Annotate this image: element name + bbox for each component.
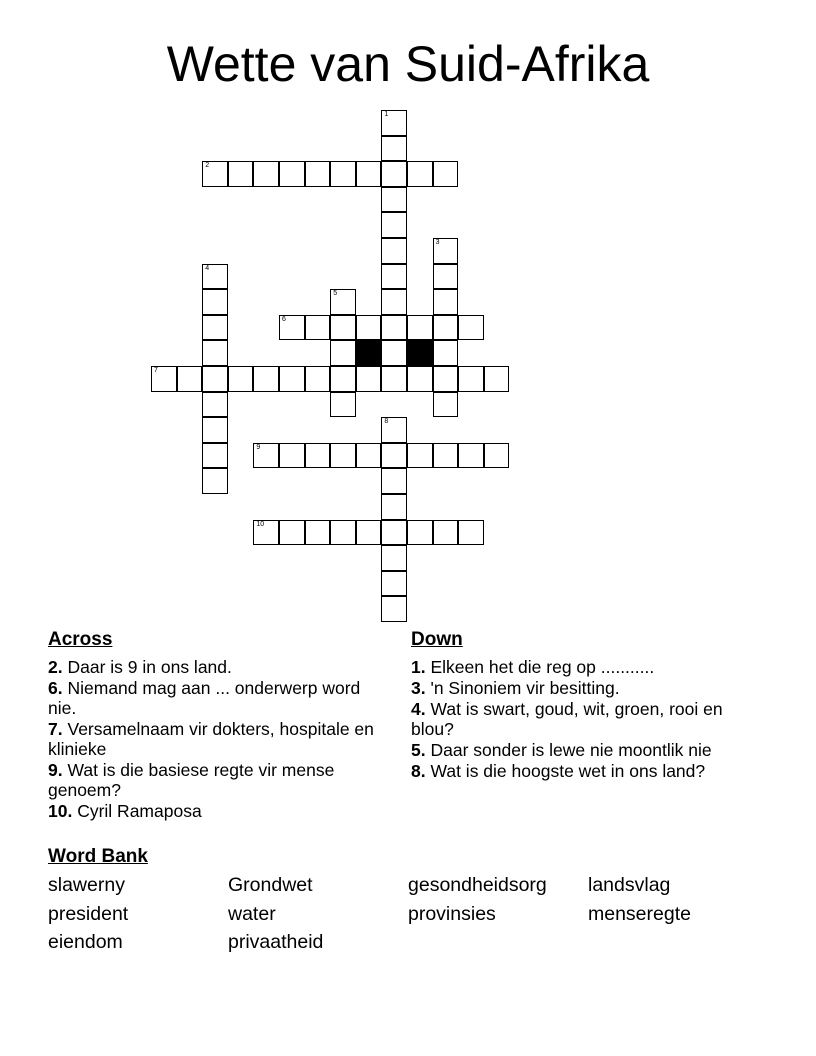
crossword-cell[interactable]: [381, 443, 407, 469]
clue-text: Daar sonder is lewe nie moontlik nie: [430, 740, 712, 760]
word-bank-item: provinsies: [408, 903, 496, 925]
crossword-cell[interactable]: [381, 417, 407, 443]
crossword-cell[interactable]: [433, 340, 459, 366]
down-heading: Down: [411, 629, 463, 650]
word-bank-item: menseregte: [588, 903, 691, 925]
clue-number: 7.: [48, 719, 63, 739]
crossword-cell[interactable]: [305, 443, 331, 469]
clue-text: Daar is 9 in ons land.: [67, 657, 232, 677]
crossword-cell[interactable]: [356, 443, 382, 469]
across-list: [48, 657, 378, 821]
crossword-cell[interactable]: [279, 443, 305, 469]
crossword-cell[interactable]: [433, 161, 459, 187]
crossword-cell[interactable]: [253, 443, 279, 469]
crossword-cell[interactable]: [381, 110, 407, 136]
word-bank-item: privaatheid: [228, 931, 324, 953]
clue-item: [411, 699, 751, 739]
crossword-cell[interactable]: [381, 289, 407, 315]
crossword-cell[interactable]: [381, 238, 407, 264]
crossword-cell[interactable]: [433, 264, 459, 290]
word-bank-item: gesondheidsorg: [408, 874, 547, 896]
crossword-cell[interactable]: [202, 161, 228, 187]
crossword-cell[interactable]: [202, 366, 228, 392]
crossword-cell[interactable]: [433, 443, 459, 469]
clue-number: 4.: [411, 699, 426, 719]
clue-item: [411, 761, 751, 781]
crossword-cell[interactable]: [253, 366, 279, 392]
crossword-cell[interactable]: [458, 520, 484, 546]
crossword-cell[interactable]: [253, 161, 279, 187]
crossword-cell[interactable]: [407, 161, 433, 187]
crossword-cell[interactable]: [381, 520, 407, 546]
crossword-cell[interactable]: [407, 520, 433, 546]
black-square: [356, 340, 382, 366]
crossword-cell[interactable]: [381, 187, 407, 213]
crossword-cell[interactable]: [381, 315, 407, 341]
clue-item: [411, 678, 751, 698]
crossword-cell[interactable]: [381, 494, 407, 520]
crossword-cell[interactable]: [433, 289, 459, 315]
cell-number: 6: [282, 315, 286, 323]
clue-text: Wat is swart, goud, wit, groen, rooi en blou?: [411, 699, 723, 739]
cell-number: 4: [205, 264, 210, 272]
clue-text: Versamelnaam vir dokters, hospitale en klinieke: [48, 719, 374, 759]
clue-text: Niemand mag aan ... onderwerp word nie.: [48, 678, 361, 718]
across-heading: Across: [48, 629, 113, 650]
crossword-cell[interactable]: [407, 315, 433, 341]
word-bank-item: eiendom: [48, 931, 123, 953]
crossword-cell[interactable]: [381, 571, 407, 597]
down-list: [411, 657, 751, 781]
clue-number: 3.: [411, 678, 426, 698]
down-clues: [411, 629, 751, 782]
crossword-cell[interactable]: [202, 443, 228, 469]
cell-number: 3: [435, 239, 440, 246]
word-bank-item: president: [48, 903, 129, 925]
crossword-cell[interactable]: [202, 315, 228, 341]
clue-item: [48, 801, 378, 821]
clue-item: [411, 740, 751, 760]
crossword-cell[interactable]: [202, 289, 228, 315]
cell-number: 5: [333, 290, 338, 298]
crossword-cell[interactable]: [484, 443, 510, 469]
clue-text: Cyril Ramaposa: [77, 801, 202, 821]
crossword-cell[interactable]: [202, 417, 228, 443]
crossword-cell[interactable]: [202, 264, 228, 290]
cell-number: 10: [256, 520, 265, 528]
clue-item: [48, 719, 378, 759]
crossword-cell[interactable]: [279, 520, 305, 546]
crossword-cell[interactable]: [330, 366, 356, 392]
word-bank-item: water: [228, 903, 276, 925]
clue-item: [48, 678, 378, 718]
clue-number: 1.: [411, 657, 426, 677]
crossword-cell[interactable]: [279, 366, 305, 392]
crossword-cell[interactable]: [433, 520, 459, 546]
clue-number: 6.: [48, 678, 63, 698]
clue-number: 9.: [48, 760, 63, 780]
crossword-cell[interactable]: [433, 315, 459, 341]
crossword-cell[interactable]: [202, 340, 228, 366]
crossword-cell[interactable]: [330, 520, 356, 546]
crossword-cell[interactable]: [330, 340, 356, 366]
crossword-cell[interactable]: [381, 136, 407, 162]
cell-number: 8: [384, 418, 389, 426]
clue-text: Elkeen het die reg op ...........: [430, 657, 655, 677]
crossword-cell[interactable]: [407, 366, 433, 392]
clue-text: Wat is die basiese regte vir mense genoem?: [48, 760, 335, 800]
crossword-cell[interactable]: [381, 161, 407, 187]
black-square: [407, 340, 433, 366]
crossword-cell[interactable]: [330, 161, 356, 187]
word-bank-item: Grondwet: [228, 874, 313, 896]
crossword-cell[interactable]: [356, 366, 382, 392]
crossword-cell[interactable]: [253, 520, 279, 546]
crossword-cell[interactable]: [228, 161, 254, 187]
crossword-cell[interactable]: [330, 443, 356, 469]
crossword-cell[interactable]: [151, 366, 177, 392]
clue-item: [48, 657, 378, 677]
clue-item: [411, 657, 751, 677]
crossword-cell[interactable]: [381, 468, 407, 494]
word-bank: [48, 873, 768, 963]
crossword-cell[interactable]: [202, 468, 228, 494]
cell-number: 2: [205, 162, 210, 170]
clue-text: 'n Sinoniem vir besitting.: [430, 678, 620, 698]
across-clues: [48, 629, 378, 822]
crossword-cell[interactable]: [407, 443, 433, 469]
crossword-cell[interactable]: [330, 392, 356, 418]
crossword-cell[interactable]: [356, 161, 382, 187]
crossword-cell[interactable]: [330, 289, 356, 315]
crossword-cell[interactable]: [305, 315, 331, 341]
crossword-cell[interactable]: [381, 545, 407, 571]
crossword-cell[interactable]: [458, 366, 484, 392]
word-bank-heading: Word Bank: [48, 846, 148, 867]
crossword-cell[interactable]: [458, 443, 484, 469]
crossword-cell[interactable]: [381, 340, 407, 366]
crossword-cell[interactable]: [202, 392, 228, 418]
crossword-cell[interactable]: [381, 366, 407, 392]
crossword-cell[interactable]: [305, 520, 331, 546]
cell-number: 9: [256, 443, 261, 451]
crossword-cell[interactable]: [458, 315, 484, 341]
crossword-cell[interactable]: [279, 315, 305, 341]
cell-number: 7: [154, 367, 158, 374]
word-bank-item: landsvlag: [588, 874, 671, 896]
clue-text: Wat is die hoogste wet in ons land?: [430, 761, 706, 781]
clue-number: 8.: [411, 761, 426, 781]
crossword-cell[interactable]: [279, 161, 305, 187]
puzzle-title: Wette van Suid-Afrika: [166, 36, 650, 92]
crossword-cell[interactable]: [356, 315, 382, 341]
crossword-cell[interactable]: [305, 161, 331, 187]
clue-number: 2.: [48, 657, 63, 677]
crossword-cell[interactable]: [433, 366, 459, 392]
crossword-cell[interactable]: [381, 212, 407, 238]
crossword-cell[interactable]: [433, 392, 459, 418]
crossword-cell[interactable]: [381, 596, 407, 622]
crossword-cell[interactable]: [330, 315, 356, 341]
cell-number: 1: [384, 111, 389, 118]
crossword-cell[interactable]: [177, 366, 203, 392]
clue-item: [48, 760, 378, 800]
word-bank-item: slawerny: [48, 874, 125, 896]
crossword-cell[interactable]: [356, 520, 382, 546]
crossword-cell[interactable]: [433, 238, 459, 264]
clue-number: 5.: [411, 740, 426, 760]
crossword-cell[interactable]: [484, 366, 510, 392]
crossword-cell[interactable]: [305, 366, 331, 392]
clue-number: 10.: [48, 801, 73, 821]
crossword-cell[interactable]: [381, 264, 407, 290]
crossword-cell[interactable]: [228, 366, 254, 392]
